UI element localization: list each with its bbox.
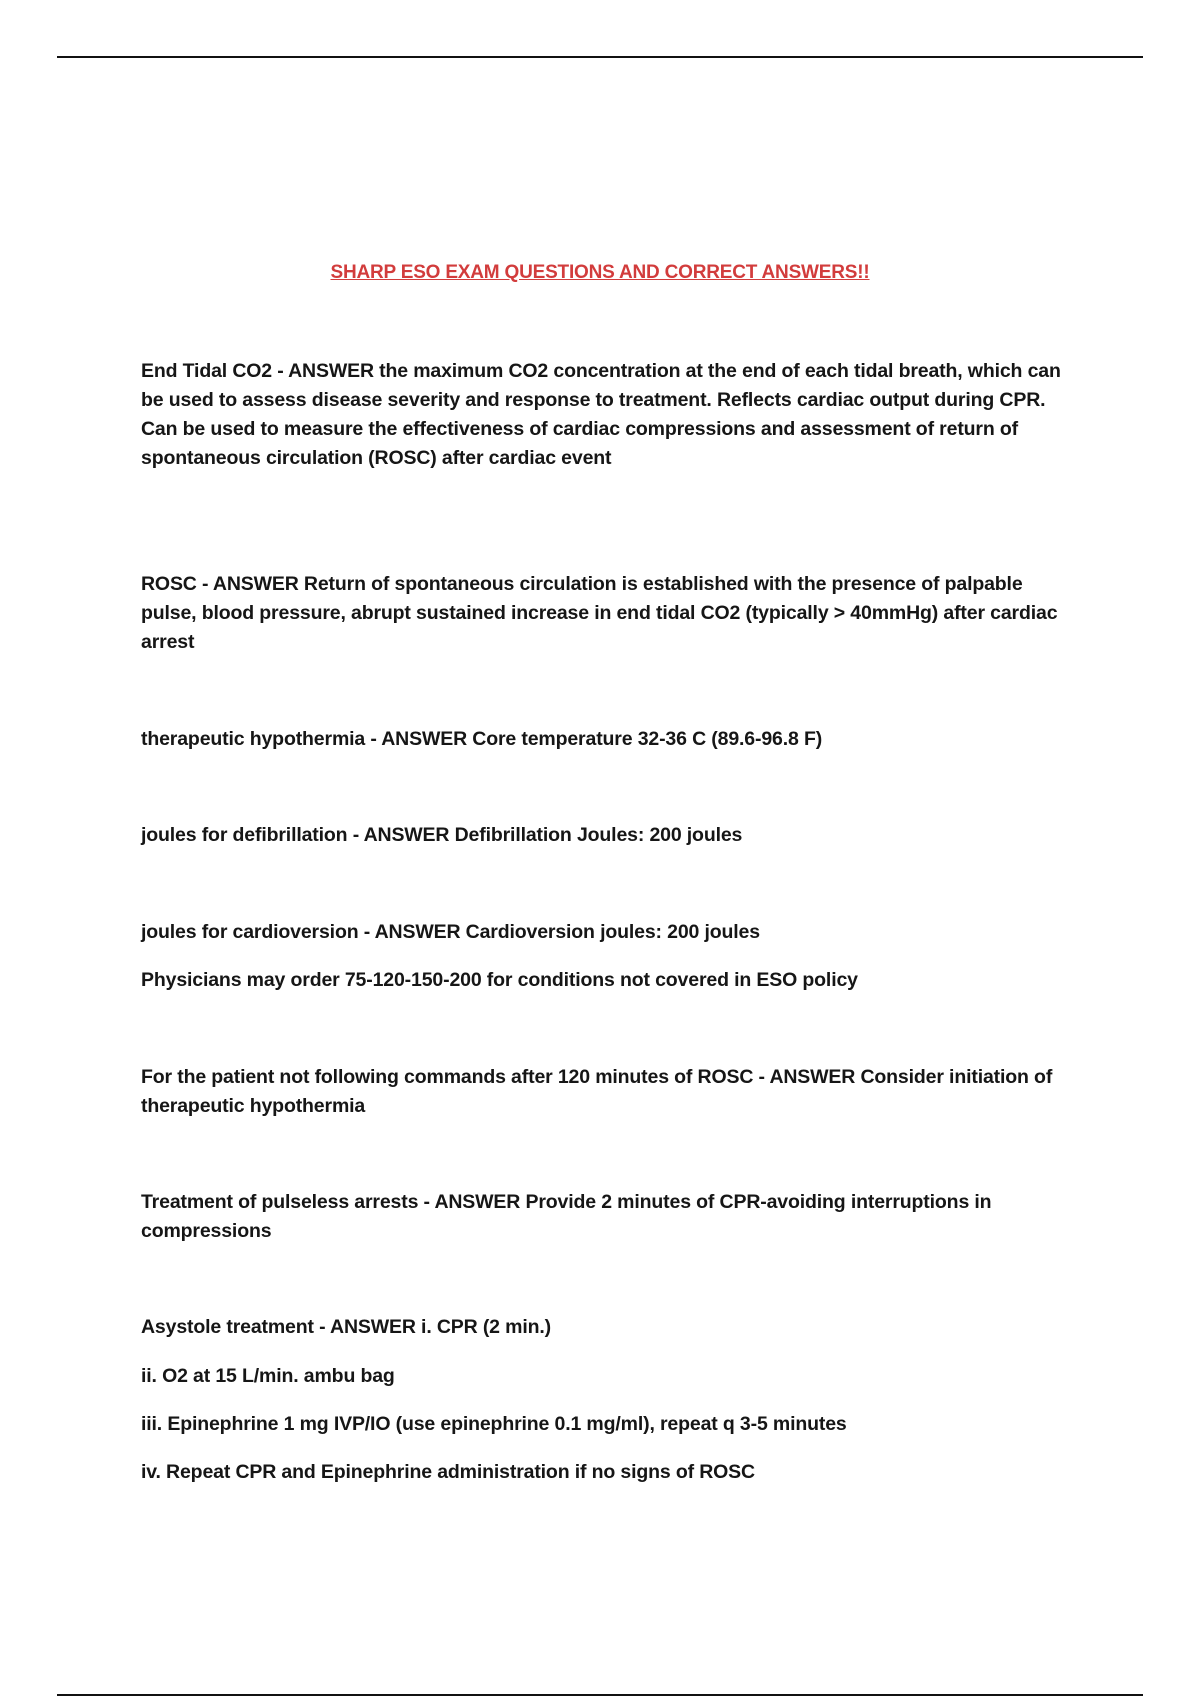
qa-therapeutic-hypothermia: therapeutic hypothermia - ANSWER Core temperature 32-36 C (89.6-96.8 F) [141,728,823,750]
document-title: SHARP ESO EXAM QUESTIONS AND CORRECT ANSWERS!! [330,262,870,283]
asystole-step-3: iii. Epinephrine 1 mg IVP/IO (use epinephrine 0.1 mg/ml), repeat q 3-5 minutes [141,1413,847,1435]
qa-asystole-step-1: Asystole treatment - ANSWER i. CPR (2 min.) [141,1316,551,1338]
qa-end-tidal-co2: End Tidal CO2 - ANSWER the maximum CO2 concentration at the end of each tidal breath, which can be used to assess disease severity and response to treatment. Reflects cardiac output during CPR. Can be used to measure the effectiveness of cardiac compressions and assessment of return of spontaneous circulation (ROSC) after cardiac event [141,360,1061,469]
qa-hypothermia-initiation: For the patient not following commands after 120 minutes of ROSC - ANSWER Consider initiation of therapeutic hypothermia [141,1066,1053,1117]
bottom-divider [57,1694,1143,1696]
qa-cardioversion-joules: joules for cardioversion - ANSWER Cardioversion joules: 200 joules [141,921,760,943]
asystole-step-2: ii. O2 at 15 L/min. ambu bag [141,1365,395,1387]
qa-pulseless-arrest: Treatment of pulseless arrests - ANSWER Provide 2 minutes of CPR-avoiding interruptions in compressions [141,1191,992,1242]
qa-rosc: ROSC - ANSWER Return of spontaneous circulation is established with the presence of palpable pulse, blood pressure, abrupt sustained increase in end tidal CO2 (typically > 40mmHg) after cardiac arrest [141,573,1058,653]
note-physician-orders: Physicians may order 75-120-150-200 for conditions not covered in ESO policy [141,969,858,991]
top-divider [57,56,1143,58]
qa-defibrillation-joules: joules for defibrillation - ANSWER Defibrillation Joules: 200 joules [141,824,743,846]
asystole-step-4: iv. Repeat CPR and Epinephrine administration if no signs of ROSC [141,1461,755,1483]
